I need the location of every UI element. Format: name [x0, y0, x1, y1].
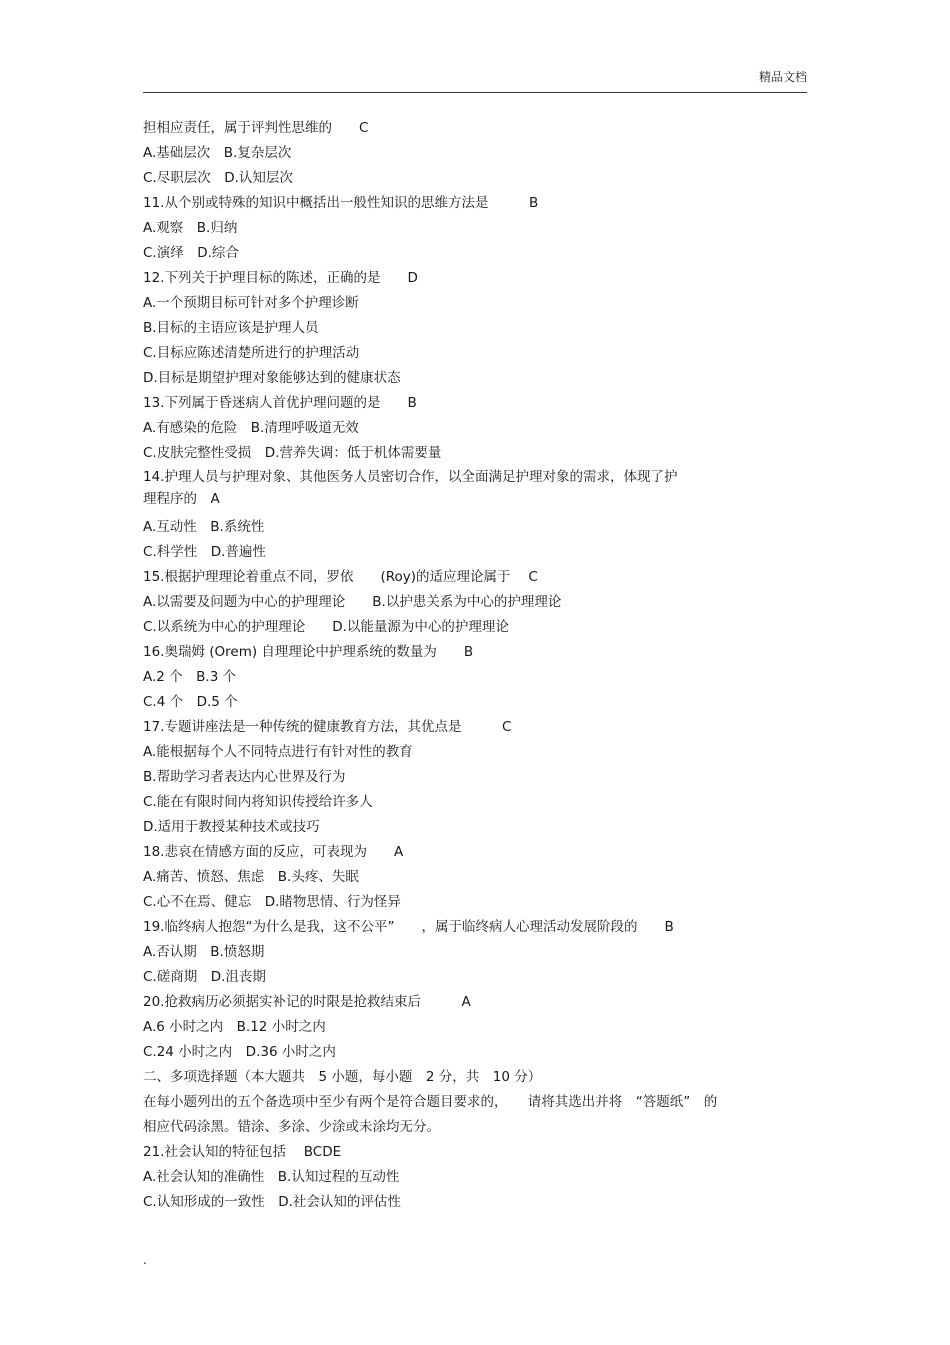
text-line: C.以系统为中心的护理理论 D.以能量源为中心的护理理论 [143, 619, 509, 635]
question-18: 18.悲哀在情感方面的反应，可表现为 A [143, 844, 404, 860]
header-title: 精品文档 [758, 70, 807, 84]
text-line: B.帮助学习者表达内心世界及行为 [143, 769, 346, 785]
question-20: 20.抢救病历必须据实补记的时限是抢救结束后 A [143, 994, 471, 1010]
text-line: 理程序的 A [143, 491, 220, 507]
text-line: 担相应责任，属于评判性思维的 C [143, 120, 369, 136]
text-line: A.互动性 B.系统性 [143, 519, 265, 535]
text-line: A.能根据每个人不同特点进行有针对性的教育 [143, 744, 413, 760]
text-line: A.以需要及问题为中心的护理理论 B.以护患关系为中心的护理理论 [143, 594, 562, 610]
text-line: A.基础层次 B.复杂层次 [143, 145, 292, 161]
text-line: D.适用于教授某种技术或技巧 [143, 819, 320, 835]
question-16: 16.奥瑞姆 (Orem) 自理理论中护理系统的数量为 B [143, 644, 474, 660]
question-17: 17.专题讲座法是一种传统的健康教育方法，其优点是 C [143, 719, 512, 735]
footer-mark: . [143, 1253, 147, 1267]
section-heading: 二、多项选择题（本大题共 5 小题，每小题 2 分，共 10 分） [143, 1069, 542, 1085]
text-line: C.目标应陈述清楚所进行的护理活动 [143, 345, 360, 361]
text-line: C.尽职层次 D.认知层次 [143, 170, 293, 186]
text-line: C.4 个 D.5 个 [143, 694, 238, 710]
instruction-text: 在每小题列出的五个备选项中至少有两个是符合题目要求的， 请将其选出并将 “答题纸” 的 [143, 1094, 718, 1110]
page-header [143, 66, 807, 93]
text-line: C.科学性 D.普遍性 [143, 544, 266, 560]
question-12: 12.下列关于护理目标的陈述，正确的是 D [143, 270, 418, 286]
text-line: A.痛苦、愤怒、焦虑 B.头疼、失眠 [143, 869, 359, 885]
text-line: A.有感染的危险 B.清理呼吸道无效 [143, 420, 359, 436]
text-line: C.24 小时之内 D.36 小时之内 [143, 1044, 336, 1060]
question-19: 19.临终病人抱怨“为什么是我，这不公平” ，属于临终病人心理活动发展阶段的 B [143, 919, 674, 935]
text-line: A.社会认知的准确性 B.认知过程的互动性 [143, 1169, 400, 1185]
text-line: A.6 小时之内 B.12 小时之内 [143, 1019, 326, 1035]
text-line: C.磋商期 D.沮丧期 [143, 969, 266, 985]
instruction-text: 相应代码涂黑。错涂、多涂、少涂或未涂均无分。 [143, 1119, 440, 1135]
text-line: A.2 个 B.3 个 [143, 669, 237, 685]
text-line: C.认知形成的一致性 D.社会认知的评估性 [143, 1194, 401, 1210]
text-line: A.否认期 B.愤怒期 [143, 944, 265, 960]
text-line: B.目标的主语应该是护理人员 [143, 320, 319, 336]
text-line: D.目标是期望护理对象能够达到的健康状态 [143, 370, 401, 386]
question-11: 11.从个别或特殊的知识中概括出一般性知识的思维方法是 B [143, 195, 539, 211]
text-line: A.一个预期目标可针对多个护理诊断 [143, 295, 359, 311]
question-14: 14.护理人员与护理对象、其他医务人员密切合作，以全面满足护理对象的需求，体现了护 [143, 469, 678, 485]
question-21: 21.社会认知的特征包括 BCDE [143, 1144, 342, 1160]
question-15: 15.根据护理理论着重点不同，罗依 (Roy)的适应理论属于 C [143, 569, 538, 585]
text-line: A.观察 B.归纳 [143, 220, 238, 236]
text-line: C.心不在焉、健忘 D.睹物思情、行为怪异 [143, 894, 401, 910]
text-line: C.演绎 D.综合 [143, 245, 239, 261]
text-line: C.能在有限时间内将知识传授给许多人 [143, 794, 373, 810]
text-line: C.皮肤完整性受损 D.营养失调：低于机体需要量 [143, 445, 442, 461]
question-13: 13.下列属于昏迷病人首优护理问题的是 B [143, 395, 417, 411]
document-body [143, 116, 807, 1215]
